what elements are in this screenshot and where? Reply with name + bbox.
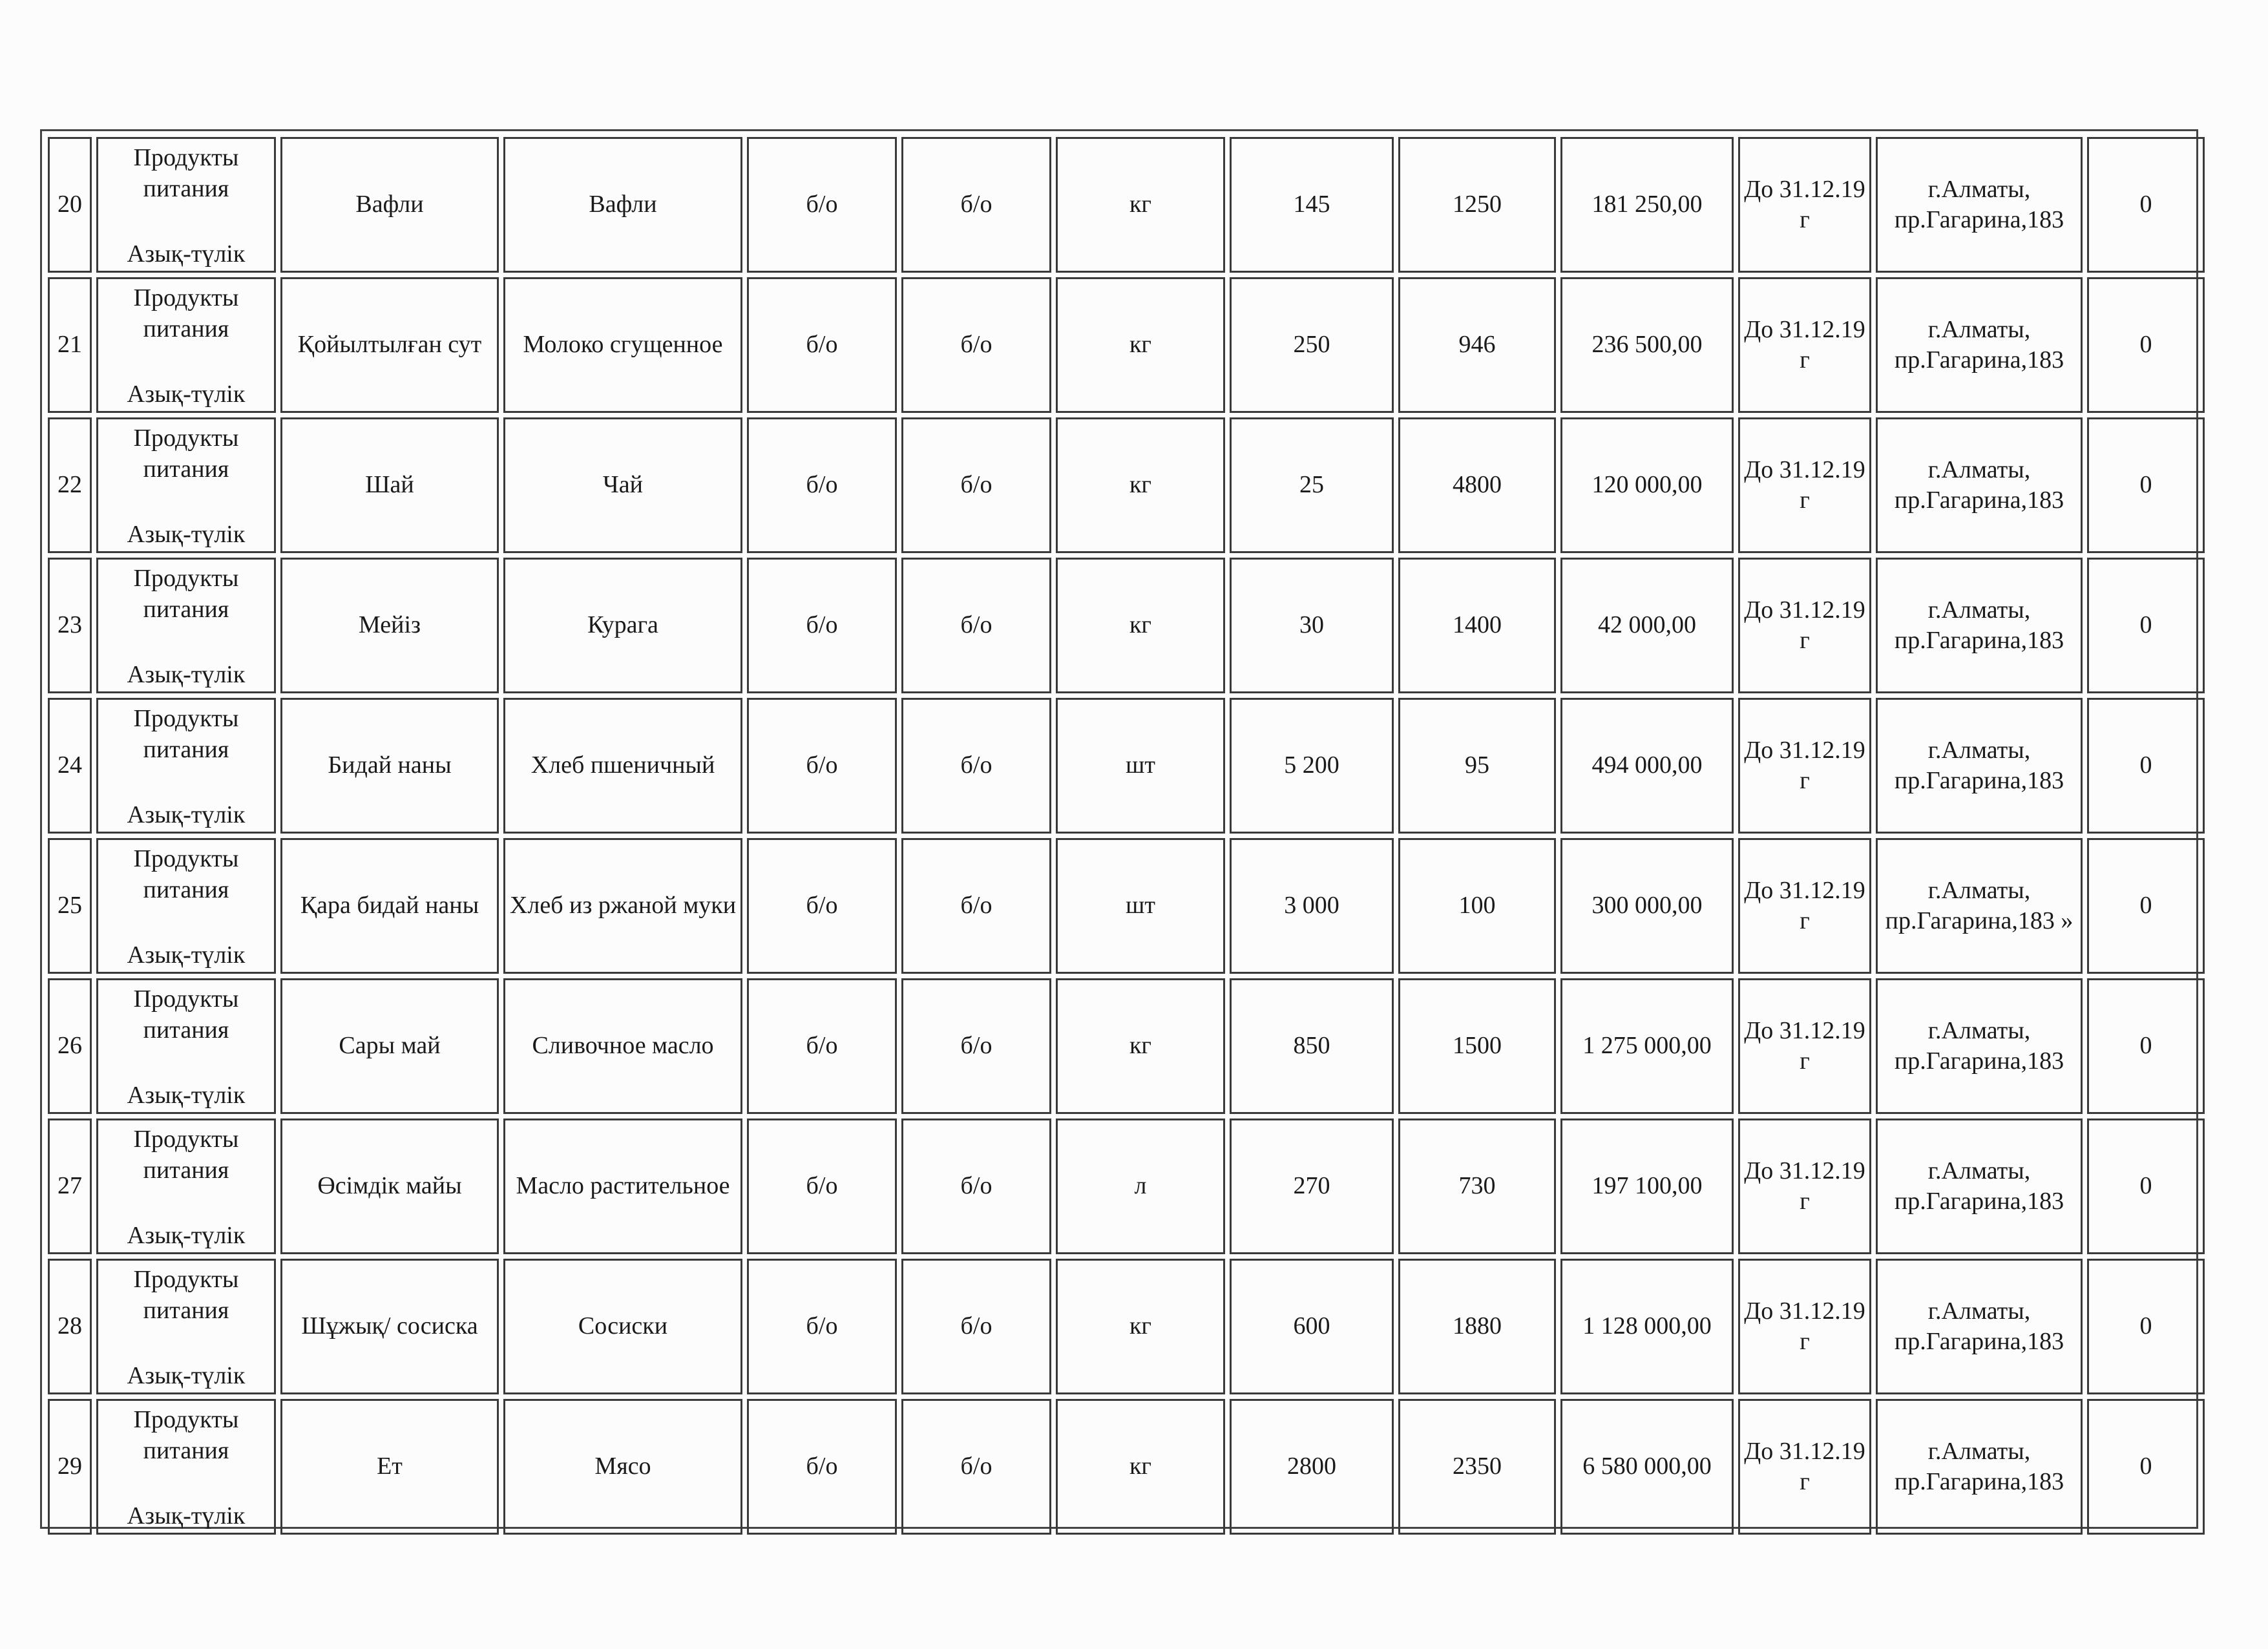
spec-cell-a: б/о: [747, 417, 897, 553]
sum-cell: 1 128 000,00: [1560, 1259, 1734, 1394]
delivery-place-cell: г.Алматы, пр.Гагарина,183: [1876, 417, 2083, 553]
category-cell: [96, 1119, 276, 1254]
category-cell: [96, 838, 276, 974]
row-number: 23: [48, 558, 92, 693]
term-cell: До 31.12.19 г: [1738, 137, 1871, 273]
category-ru: Продукты питания: [133, 985, 239, 1044]
item-name-kz: Вафли: [280, 137, 499, 273]
item-name-kz: Қара бидай наны: [280, 838, 499, 974]
spec-cell-a: б/о: [747, 137, 897, 273]
row-number: 20: [48, 137, 92, 273]
category-kz: Азық-түлік: [127, 1221, 246, 1249]
advance-cell: 0: [2087, 137, 2205, 273]
category-kz: Азық-түлік: [127, 1361, 246, 1389]
quantity-cell: 5 200: [1230, 698, 1394, 834]
table-row: [48, 558, 2205, 693]
category-cell: [96, 978, 276, 1114]
item-name-kz: Бидай наны: [280, 698, 499, 834]
spec-cell-b: б/о: [901, 417, 1051, 553]
sum-cell: 42 000,00: [1560, 558, 1734, 693]
sum-cell: 6 580 000,00: [1560, 1399, 1734, 1535]
item-name-ru: Хлеб из ржаной муки: [503, 838, 742, 974]
category-cell: [96, 1259, 276, 1394]
spec-cell-a: б/о: [747, 1399, 897, 1535]
category-kz: Азық-түлік: [127, 240, 246, 268]
quantity-cell: 30: [1230, 558, 1394, 693]
spec-cell-a: б/о: [747, 698, 897, 834]
unit-cell: кг: [1056, 137, 1225, 273]
term-cell: До 31.12.19 г: [1738, 1259, 1871, 1394]
item-name-ru: Вафли: [503, 137, 742, 273]
sum-cell: 1 275 000,00: [1560, 978, 1734, 1114]
advance-cell: 0: [2087, 1119, 2205, 1254]
spec-cell-b: б/о: [901, 558, 1051, 693]
category-kz: Азық-түлік: [127, 941, 246, 969]
sum-cell: 197 100,00: [1560, 1119, 1734, 1254]
spec-cell-b: б/о: [901, 1119, 1051, 1254]
row-number: 29: [48, 1399, 92, 1535]
row-number: 21: [48, 277, 92, 413]
item-name-ru: Курага: [503, 558, 742, 693]
quantity-cell: 2800: [1230, 1399, 1394, 1535]
price-cell: 1400: [1398, 558, 1556, 693]
item-name-kz: Шай: [280, 417, 499, 553]
category-kz: Азық-түлік: [127, 1502, 246, 1529]
spec-cell-b: б/о: [901, 277, 1051, 413]
advance-cell: 0: [2087, 1259, 2205, 1394]
procurement-table: [43, 132, 2209, 1539]
price-cell: 1250: [1398, 137, 1556, 273]
item-name-ru: Чай: [503, 417, 742, 553]
unit-cell: кг: [1056, 277, 1225, 413]
term-cell: До 31.12.19 г: [1738, 558, 1871, 693]
price-cell: 1500: [1398, 978, 1556, 1114]
item-name-kz: Сары май: [280, 978, 499, 1114]
item-name-ru: Хлеб пшеничный: [503, 698, 742, 834]
unit-cell: шт: [1056, 698, 1225, 834]
spec-cell-a: б/о: [747, 978, 897, 1114]
category-kz: Азық-түлік: [127, 801, 246, 828]
unit-cell: шт: [1056, 838, 1225, 974]
row-number: 26: [48, 978, 92, 1114]
category-kz: Азық-түлік: [127, 380, 246, 408]
spec-cell-a: б/о: [747, 277, 897, 413]
term-cell: До 31.12.19 г: [1738, 698, 1871, 834]
advance-cell: 0: [2087, 417, 2205, 553]
table-row: [48, 1259, 2205, 1394]
term-cell: До 31.12.19 г: [1738, 1119, 1871, 1254]
sum-cell: 494 000,00: [1560, 698, 1734, 834]
delivery-place-cell: г.Алматы, пр.Гагарина,183 »: [1876, 838, 2083, 974]
quantity-cell: 250: [1230, 277, 1394, 413]
sum-cell: 236 500,00: [1560, 277, 1734, 413]
category-cell: [96, 1399, 276, 1535]
term-cell: До 31.12.19 г: [1738, 978, 1871, 1114]
procurement-table-frame: [40, 129, 2198, 1529]
category-ru: Продукты питания: [133, 144, 239, 202]
price-cell: 730: [1398, 1119, 1556, 1254]
sum-cell: 120 000,00: [1560, 417, 1734, 553]
price-cell: 2350: [1398, 1399, 1556, 1535]
category-cell: [96, 137, 276, 273]
category-ru: Продукты питания: [133, 1406, 239, 1464]
quantity-cell: 3 000: [1230, 838, 1394, 974]
spec-cell-b: б/о: [901, 838, 1051, 974]
table-body: [48, 137, 2205, 1535]
price-cell: 100: [1398, 838, 1556, 974]
price-cell: 1880: [1398, 1259, 1556, 1394]
quantity-cell: 25: [1230, 417, 1394, 553]
delivery-place-cell: г.Алматы, пр.Гагарина,183: [1876, 558, 2083, 693]
row-number: 27: [48, 1119, 92, 1254]
table-row: [48, 978, 2205, 1114]
quantity-cell: 850: [1230, 978, 1394, 1114]
item-name-kz: Мейіз: [280, 558, 499, 693]
item-name-ru: Молоко сгущенное: [503, 277, 742, 413]
delivery-place-cell: г.Алматы, пр.Гагарина,183: [1876, 978, 2083, 1114]
sum-cell: 181 250,00: [1560, 137, 1734, 273]
unit-cell: кг: [1056, 1399, 1225, 1535]
table-row: [48, 277, 2205, 413]
delivery-place-cell: г.Алматы, пр.Гагарина,183: [1876, 1399, 2083, 1535]
category-kz: Азық-түлік: [127, 1081, 246, 1109]
advance-cell: 0: [2087, 558, 2205, 693]
category-ru: Продукты питания: [133, 845, 239, 903]
category-cell: [96, 698, 276, 834]
price-cell: 946: [1398, 277, 1556, 413]
category-ru: Продукты питания: [133, 565, 239, 623]
row-number: 28: [48, 1259, 92, 1394]
item-name-kz: Қойылтылған сут: [280, 277, 499, 413]
item-name-kz: Өсімдік майы: [280, 1119, 499, 1254]
spec-cell-b: б/о: [901, 137, 1051, 273]
spec-cell-b: б/о: [901, 978, 1051, 1114]
table-row: [48, 417, 2205, 553]
advance-cell: 0: [2087, 277, 2205, 413]
price-cell: 4800: [1398, 417, 1556, 553]
spec-cell-a: б/о: [747, 558, 897, 693]
advance-cell: 0: [2087, 978, 2205, 1114]
price-cell: 95: [1398, 698, 1556, 834]
category-ru: Продукты питания: [133, 1266, 239, 1324]
spec-cell-b: б/о: [901, 698, 1051, 834]
spec-cell-a: б/о: [747, 1119, 897, 1254]
category-ru: Продукты питания: [133, 1126, 239, 1184]
spec-cell-b: б/о: [901, 1399, 1051, 1535]
unit-cell: кг: [1056, 558, 1225, 693]
advance-cell: 0: [2087, 838, 2205, 974]
delivery-place-cell: г.Алматы, пр.Гагарина,183: [1876, 277, 2083, 413]
category-cell: [96, 277, 276, 413]
term-cell: До 31.12.19 г: [1738, 838, 1871, 974]
item-name-kz: Шұжық/ сосиска: [280, 1259, 499, 1394]
spec-cell-a: б/о: [747, 1259, 897, 1394]
item-name-ru: Сосиски: [503, 1259, 742, 1394]
quantity-cell: 600: [1230, 1259, 1394, 1394]
table-row: [48, 838, 2205, 974]
row-number: 24: [48, 698, 92, 834]
category-ru: Продукты питания: [133, 425, 239, 483]
table-row: [48, 1399, 2205, 1535]
category-kz: Азық-түлік: [127, 660, 246, 688]
table-row: [48, 137, 2205, 273]
category-kz: Азық-түлік: [127, 520, 246, 548]
term-cell: До 31.12.19 г: [1738, 277, 1871, 413]
unit-cell: кг: [1056, 978, 1225, 1114]
category-ru: Продукты питания: [133, 284, 239, 342]
row-number: 22: [48, 417, 92, 553]
unit-cell: кг: [1056, 417, 1225, 553]
category-cell: [96, 558, 276, 693]
delivery-place-cell: г.Алматы, пр.Гагарина,183: [1876, 137, 2083, 273]
sum-cell: 300 000,00: [1560, 838, 1734, 974]
delivery-place-cell: г.Алматы, пр.Гагарина,183: [1876, 698, 2083, 834]
term-cell: До 31.12.19 г: [1738, 417, 1871, 553]
unit-cell: кг: [1056, 1259, 1225, 1394]
advance-cell: 0: [2087, 698, 2205, 834]
item-name-ru: Масло растительное: [503, 1119, 742, 1254]
row-number: 25: [48, 838, 92, 974]
term-cell: До 31.12.19 г: [1738, 1399, 1871, 1535]
delivery-place-cell: г.Алматы, пр.Гагарина,183: [1876, 1119, 2083, 1254]
category-cell: [96, 417, 276, 553]
item-name-ru: Сливочное масло: [503, 978, 742, 1114]
advance-cell: 0: [2087, 1399, 2205, 1535]
quantity-cell: 270: [1230, 1119, 1394, 1254]
category-ru: Продукты питания: [133, 705, 239, 763]
spec-cell-b: б/о: [901, 1259, 1051, 1394]
spec-cell-a: б/о: [747, 838, 897, 974]
unit-cell: л: [1056, 1119, 1225, 1254]
item-name-kz: Ет: [280, 1399, 499, 1535]
item-name-ru: Мясо: [503, 1399, 742, 1535]
table-row: [48, 1119, 2205, 1254]
table-row: [48, 698, 2205, 834]
delivery-place-cell: г.Алматы, пр.Гагарина,183: [1876, 1259, 2083, 1394]
quantity-cell: 145: [1230, 137, 1394, 273]
